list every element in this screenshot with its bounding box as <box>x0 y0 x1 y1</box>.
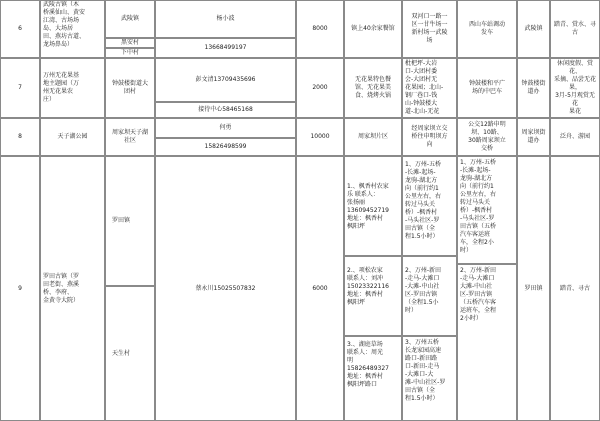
row-7-route[interactable]: 枇杷坪-大岩 口-大团村委 会-大团村无 花果园；北山- 钢厂巷口-钱 山-钟鼓楼大 道-北山-无花 <box>402 58 457 118</box>
row-8-capacity[interactable]: 10000 <box>296 118 344 156</box>
row-7-activities[interactable]: 休闲度假、赏花、 采摘、品尝无花果， 3月-5月观赏无花 果花 <box>550 58 600 118</box>
row-9-bus-a[interactable]: 1、万州-五桥 -长滩-起场- 龙驹-湖北方 向（前行约1 公里左右，右 转过马头关 桥）-枫香村 -马头社区-罗 田古镇（五桥 汽车客运班 车，全程2小 时） <box>457 156 517 264</box>
row-7-host[interactable]: 钟鼓楼街道办 <box>517 58 550 118</box>
row-7-capacity[interactable]: 2000 <box>296 58 344 118</box>
row-8-no[interactable]: 8 <box>0 118 40 156</box>
row-8-bus[interactable]: 公交12路申明 坝、10路、 30路周家坝立 交桥 <box>457 118 517 156</box>
row-6-parking[interactable]: 镇上40余家餐馆 <box>344 0 402 58</box>
row-6-activities[interactable]: 踏青、赏水、寻古 <box>550 0 600 58</box>
row-7-no[interactable]: 7 <box>0 58 40 118</box>
row-9-parking-c[interactable]: 3.、湖庭草场 联系人：周光 明 15826489327 地址：枫香村 枫阳坪路口 <box>344 336 402 421</box>
row-9-capacity[interactable]: 6000 <box>296 156 344 421</box>
row-6-town[interactable]: 武陵镇 <box>105 0 155 38</box>
row-6-no[interactable]: 6 <box>0 0 40 58</box>
row-6-host[interactable]: 武陵镇 <box>517 0 550 58</box>
row-8-parking[interactable]: 周家坝片区 <box>344 118 402 156</box>
row-6-contact-phone[interactable]: 13668499197 <box>155 38 296 58</box>
row-6-capacity[interactable]: 8000 <box>296 0 344 58</box>
row-6-bus[interactable]: 西山车站调动 发车 <box>457 0 517 58</box>
row-9-village-b[interactable]: 天生村 <box>105 286 155 421</box>
row-6-contact-name[interactable]: 杨小波 <box>155 0 296 38</box>
row-7-contact-name[interactable]: 彭文清13709435696 <box>155 58 296 102</box>
row-7-town[interactable]: 钟鼓楼街道大 团村 <box>105 58 155 118</box>
row-9-route-b[interactable]: 2、万州-新田 -走马-大滩口 -大滩-中山社 区-罗田古镇 （全程1.5小 时） <box>402 256 457 336</box>
row-9-bus-b[interactable]: 2、万州-新田 -走马-大滩口 大滩-中山社 区-罗田古镇 （五桥汽车客 运班车，全程 2小时） <box>457 264 517 421</box>
row-6-route[interactable]: 双河口一路一 区一甘牛场一 新村场一武陵 场 <box>402 0 457 58</box>
row-7-spot[interactable]: 万州无花果基 地主题园（万 州无花果农 庄） <box>40 58 105 118</box>
row-6-spot[interactable]: 武陵古镇（木 桥溪仙山、黄安 江湾、古场场 岛、大场居 田、燕坊古道、 龙场鼻岛） <box>40 0 105 58</box>
row-7-contact-service[interactable]: 接待中心58465168 <box>155 102 296 118</box>
row-7-parking[interactable]: 无花果特色餐 馆、无花果美 食、烧烤火锅 <box>344 58 402 118</box>
row-8-host[interactable]: 周家坝街道办 <box>517 118 550 156</box>
row-6-village-2[interactable]: 下中村 <box>105 48 155 58</box>
row-8-contact-phone[interactable]: 15826498599 <box>155 138 296 156</box>
row-9-no[interactable]: 9 <box>0 156 40 421</box>
row-8-route[interactable]: 经周家坝立交 桥往申明坝方 向 <box>402 118 457 156</box>
row-9-spot[interactable]: 罗田古镇（罗 田老街、燕溪 桥、李府、 金黄寺大院） <box>40 156 105 421</box>
row-9-activities[interactable]: 踏青、寻古 <box>550 156 600 421</box>
row-7-bus[interactable]: 钟鼓楼和平广 场的中巴车 <box>457 58 517 118</box>
row-8-spot[interactable]: 天子湖公园 <box>40 118 105 156</box>
row-9-parking-a[interactable]: 1.、枫香村农家 乐 联系人： 张扬丽 13609452719 地址：枫香村 枫阳坪 <box>344 156 402 256</box>
row-9-route-a[interactable]: 1、万州-五桥 -长滩-起场- 龙驹-湖北方 向（前行约1 公里左右，右 转过马头关 桥）-枫香村 -马头社区-罗 田古镇（全 程1.5小时） <box>402 156 457 256</box>
row-6-village-1[interactable]: 黑安村 <box>105 38 155 48</box>
row-8-town[interactable]: 周家坝天子湖 社区 <box>105 118 155 156</box>
row-9-route-c[interactable]: 3、万州五桥 长龙家园高速 路口-新田路 口-新田-走马 -大滩口-大 滩-中山社区-罗 田古镇（全 程1.5小时） <box>402 336 457 421</box>
row-9-contact[interactable]: 蔡永川15025507832 <box>155 156 296 421</box>
row-8-activities[interactable]: 泛舟、游园 <box>550 118 600 156</box>
row-9-host[interactable]: 罗田镇 <box>517 156 550 421</box>
row-9-parking-b[interactable]: 2.、项松农家 联系人：刘冲 15023322116 地址：枫香村 枫阳坪 <box>344 256 402 336</box>
row-8-contact-name[interactable]: 何勇 <box>155 118 296 138</box>
row-9-village-a[interactable]: 罗田镇 <box>105 156 155 286</box>
